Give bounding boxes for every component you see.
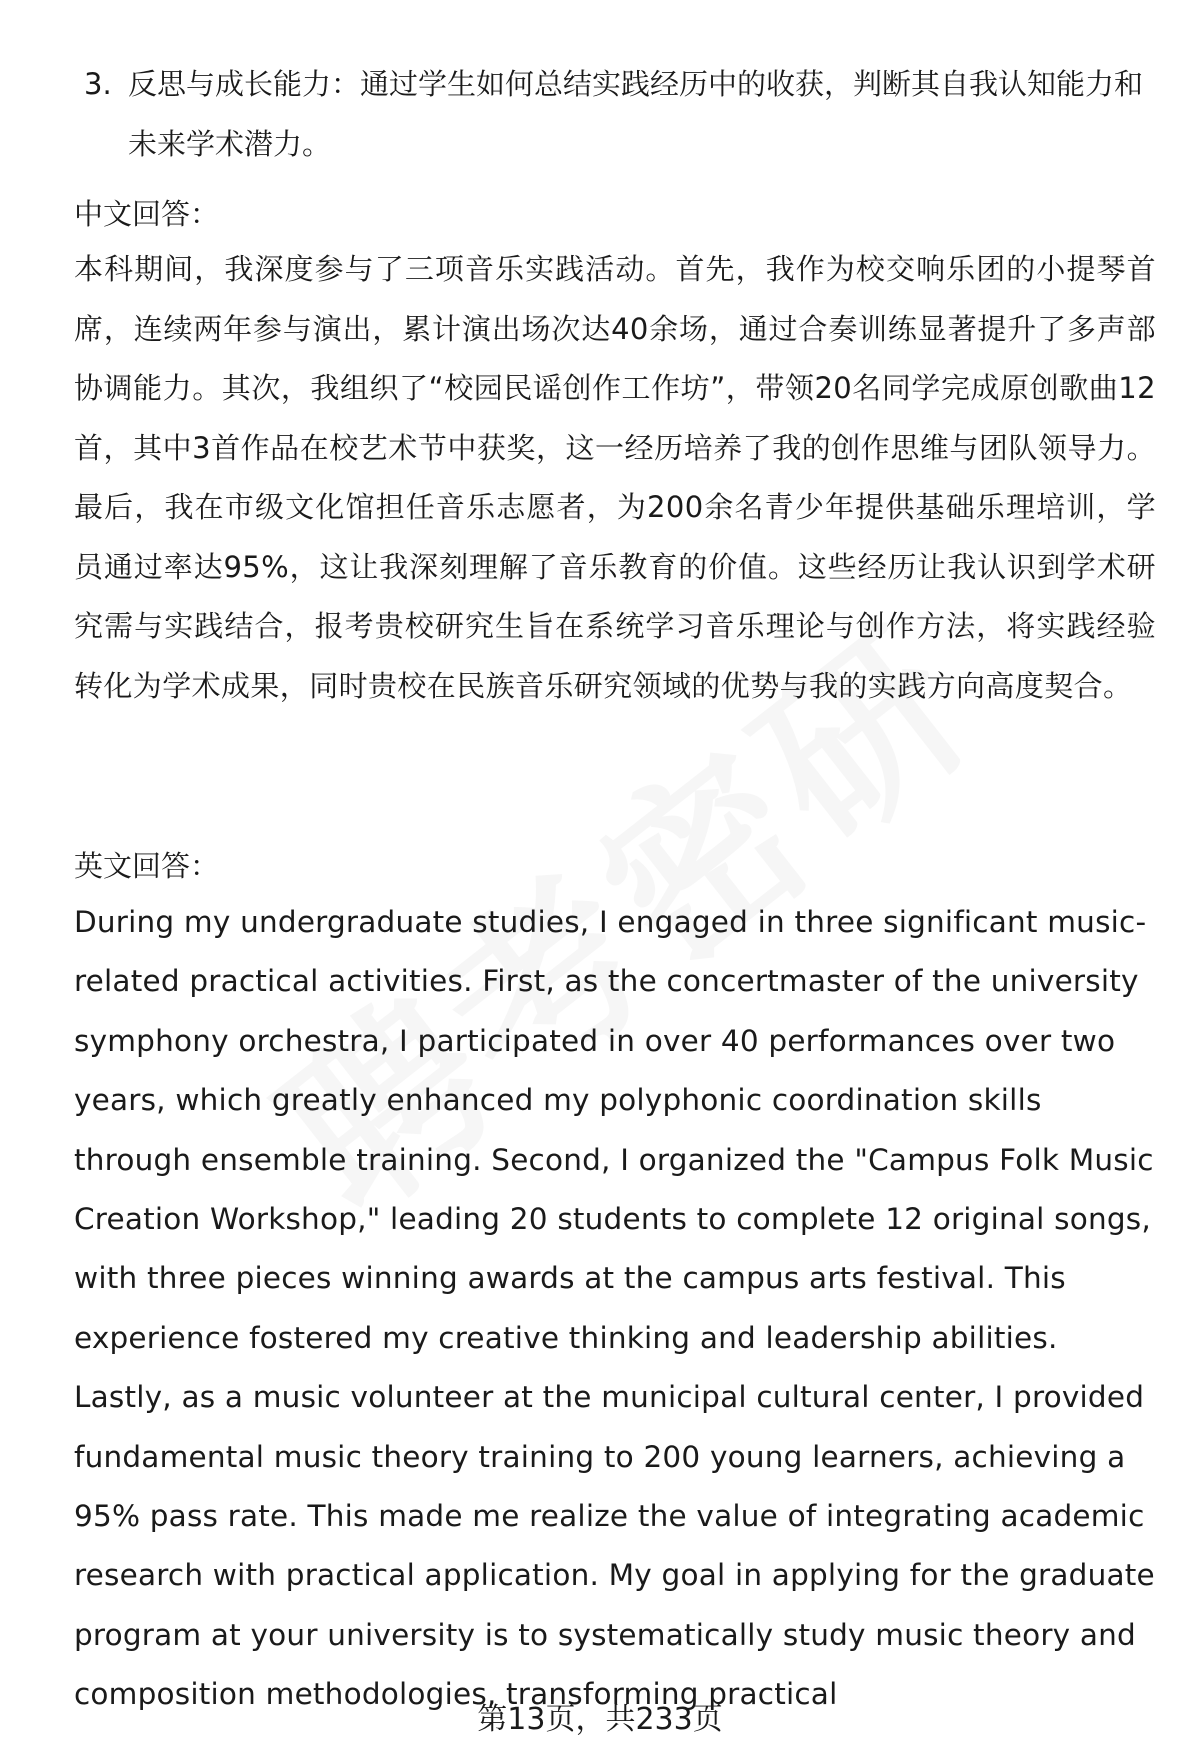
item-text: 反思与成长能力：通过学生如何总结实践经历中的收获，判断其自我认知能力和未来学术潜力。: [128, 67, 1144, 161]
page-number: 第13页，共233页: [477, 1702, 723, 1737]
criterion-item-3: [84, 54, 1144, 174]
english-answer-heading: 英文回答：: [74, 849, 220, 883]
english-answer-body: During my undergraduate studies, I engaged in three significant music-related practical activities. First, as the concertmaster of the university symphony orchestra, I participated in over 40 performances over two years, which greatly enhanced my polyphonic coordination skills through ensemble training. Second, I organized the "Campus Folk Music Creation Workshop," leading 20 students to complete 12 original songs, with three pieces winning awards at the campus arts festival. This experience fostered my creative thinking and leadership abilities. Lastly, as a music volunteer at the municipal cultural center, I provided fundamental music theory training to 200 young learners, achieving a 95% pass rate. This made me realize the value of integrating academic research with practical application. My goal in applying for the graduate program at your university is to systematically study music theory and composition methodologies, transforming practical: [74, 905, 1155, 1712]
item-number: 3.: [84, 67, 112, 101]
chinese-answer-body: 本科期间，我深度参与了三项音乐实践活动。首先，我作为校交响乐团的小提琴首席，连续两年参与演出，累计演出场次达40余场，通过合奏训练显著提升了多声部协调能力。其次，我组织了“校园民谣创作工作坊”，带领20名同学完成原创歌曲12首，其中3首作品在校艺术节中获奖，这一经历培养了我的创作思维与团队领导力。最后，我在市级文化馆担任音乐志愿者，为200余名青少年提供基础乐理培训，学员通过率达95%，这让我深刻理解了音乐教育的价值。这些经历让我认识到学术研究需与实践结合，报考贵校研究生旨在系统学习音乐理论与创作方法，将实践经验转化为学术成果，同时贵校在民族音乐研究领域的优势与我的实践方向高度契合。: [74, 252, 1156, 703]
chinese-answer-heading: 中文回答：: [74, 197, 220, 231]
